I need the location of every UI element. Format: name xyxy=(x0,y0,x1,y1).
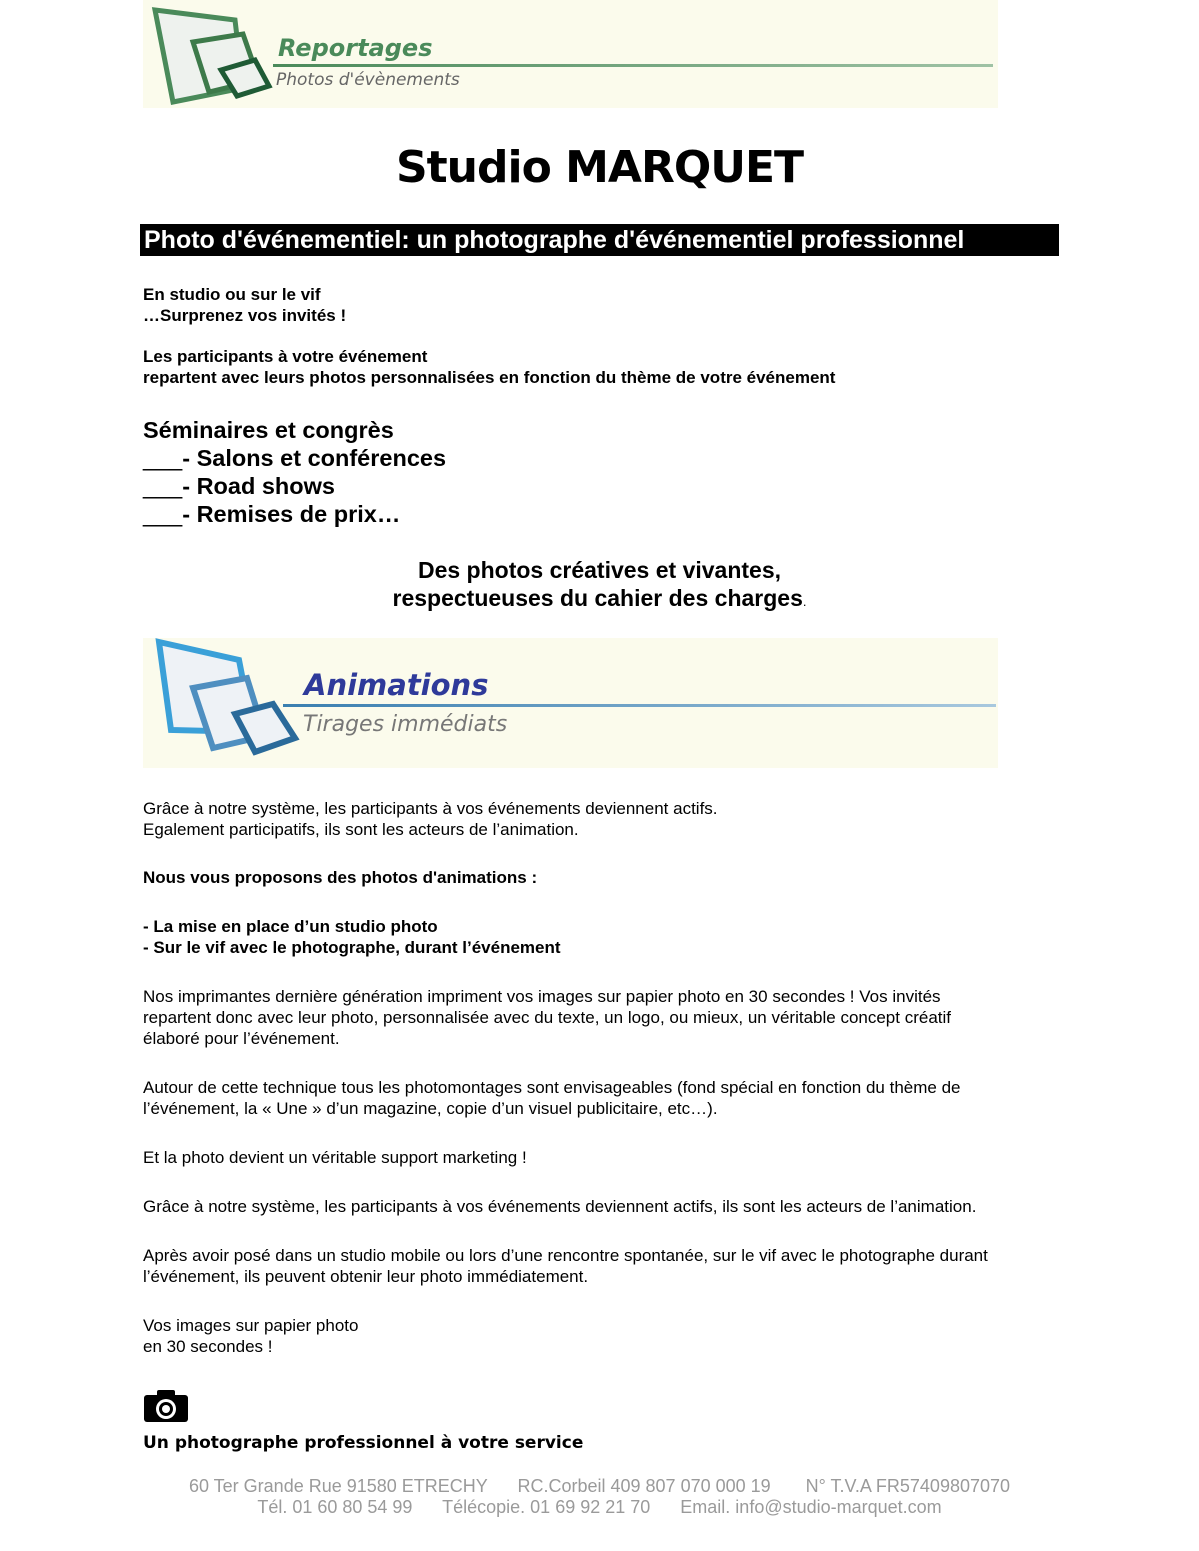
paragraph-2-line-1: Nos imprimantes dernière génération impriment vos images sur papier photo en 30 secondes ! Vos invités xyxy=(143,987,941,1006)
event-label: - Road shows xyxy=(182,473,335,499)
paragraph-3 xyxy=(143,1077,961,1119)
slogan-line-2 xyxy=(0,584,1199,616)
events-list xyxy=(143,416,446,528)
paragraph-7-line-1: Vos images sur papier photo xyxy=(143,1316,359,1335)
event-prefix: ___ xyxy=(143,501,183,527)
propose-heading: Nous vous proposons des photos d'animations : xyxy=(143,868,538,887)
footer-contact: Tél. 01 60 80 54 99 Télécopie. 01 69 92 21 70 Email. info@studio-marquet.com xyxy=(257,1497,942,1517)
intro-line-4: repartent avec leurs photos personnalisées en fonction du thème de votre événement xyxy=(143,368,836,387)
event-prefix: ___ xyxy=(143,473,183,499)
paragraph-4: Et la photo devient un véritable support marketing ! xyxy=(143,1148,527,1167)
paragraph-1-line-1: Grâce à notre système, les participants à vos événements deviennent actifs. xyxy=(143,799,718,818)
reportages-banner xyxy=(143,0,998,108)
slogan-line-1: Des photos créatives et vivantes, xyxy=(417,557,782,583)
animations-divider xyxy=(283,704,996,707)
event-label: - Remises de prix… xyxy=(182,501,401,527)
options-list xyxy=(143,916,561,958)
intro-line-2: …Surprenez vos invités ! xyxy=(143,306,347,325)
intro-block-1 xyxy=(143,284,346,326)
animations-subtitle: Tirages immédiats xyxy=(303,712,508,737)
paragraph-6 xyxy=(143,1245,988,1287)
paragraph-1-line-2: Egalement participatifs, ils sont les acteurs de l’animation. xyxy=(143,820,579,839)
intro-line-3: Les participants à votre événement xyxy=(143,347,428,366)
paragraph-7 xyxy=(143,1315,358,1357)
event-item-road-shows xyxy=(143,472,446,500)
slogan xyxy=(0,556,1199,616)
animations-banner xyxy=(143,638,998,768)
option-sur-le-vif: - Sur le vif avec le photographe, durant l’événement xyxy=(143,938,561,957)
event-item-remises xyxy=(143,500,446,528)
event-label: - Salons et conférences xyxy=(182,445,447,471)
slogan-line-2-text: respectueuses du cahier des charges xyxy=(392,585,803,611)
camera-icon xyxy=(143,1389,189,1423)
event-prefix: ___ xyxy=(143,445,183,471)
slogan-period: . xyxy=(802,594,807,609)
event-item-seminaires: Séminaires et congrès xyxy=(143,417,394,443)
animations-title: Animations xyxy=(304,668,489,702)
paragraph-2-line-2: repartent donc avec leur photo, personnalisée avec du texte, un logo, ou mieux, un véritable concept créatif xyxy=(143,1008,951,1027)
paragraph-2-line-3: élaboré pour l’événement. xyxy=(143,1029,340,1048)
footer-address: 60 Ter Grande Rue 91580 ETRECHY RC.Corbeil 409 807 070 000 19 N° T.V.A FR57409807070 xyxy=(188,1476,1011,1496)
section-heading: Photo d'événementiel: un photographe d'événementiel professionnel xyxy=(144,226,965,254)
paragraph-3-line-2: l’événement, la « Une » d’un magazine, copie d’un visuel publicitaire, etc…). xyxy=(143,1099,718,1118)
page-title: Studio MARQUET xyxy=(395,142,804,193)
animations-logo-icon xyxy=(143,638,303,768)
reportages-subtitle: Photos d'évènements xyxy=(276,70,460,90)
option-studio: - La mise en place d’un studio photo xyxy=(143,917,438,936)
paragraph-3-line-1: Autour de cette technique tous les photomontages sont envisageables (fond spécial en fonction du thème de xyxy=(143,1078,961,1097)
section-heading-bar xyxy=(140,224,1059,256)
intro-line-1: En studio ou sur le vif xyxy=(143,285,321,304)
paragraph-2 xyxy=(143,986,951,1049)
footer-tagline: Un photographe professionnel à votre service xyxy=(143,1433,584,1453)
paragraph-5: Grâce à notre système, les participants à vos événements deviennent actifs, ils sont les acteurs de l’animation. xyxy=(143,1197,977,1216)
intro-block-2 xyxy=(143,346,835,388)
reportages-divider xyxy=(273,64,993,67)
event-item-salons xyxy=(143,444,446,472)
reportages-logo-icon xyxy=(143,0,283,108)
paragraph-6-line-1: Après avoir posé dans un studio mobile ou lors d’une rencontre spontanée, sur le vif avec le photographe durant xyxy=(143,1246,988,1265)
paragraph-1 xyxy=(143,798,718,840)
reportages-title: Reportages xyxy=(278,34,433,62)
paragraph-7-line-2: en 30 secondes ! xyxy=(143,1337,273,1356)
paragraph-6-line-2: l’événement, ils peuvent obtenir leur photo immédiatement. xyxy=(143,1267,589,1286)
